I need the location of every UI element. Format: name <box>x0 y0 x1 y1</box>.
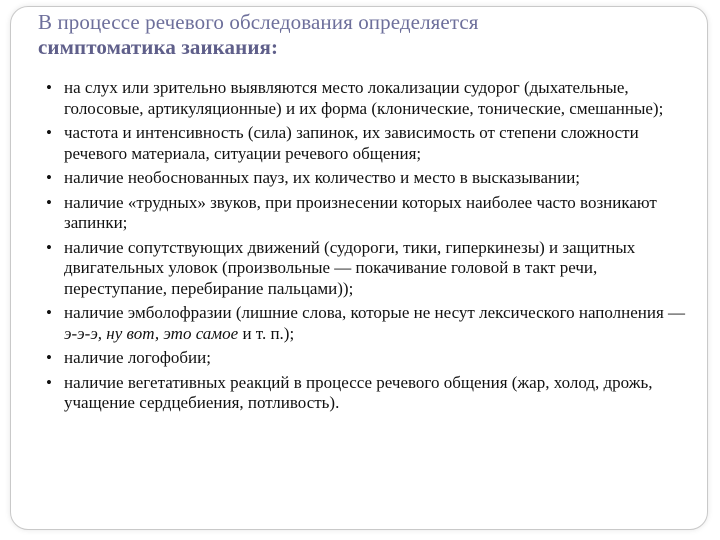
list-item-localization <box>40 78 690 119</box>
list-item-frequency <box>40 123 690 164</box>
list-item-text: наличие вегетативных реакций в процессе речевого общения (жар, холод, дрожь, учащение сердцебиения, потливость). <box>64 372 653 412</box>
list-item-vegetative <box>40 373 690 414</box>
list-item-embolophrasia <box>40 303 690 344</box>
slide-title <box>38 10 688 60</box>
list-item-text: наличие «трудных» звуков, при произнесении которых наиболее часто возникают запинки; <box>64 192 657 232</box>
list-item-pauses <box>40 168 690 189</box>
list-item-movements <box>40 238 690 300</box>
symptom-list <box>40 78 690 418</box>
bullet-icon: • <box>46 372 52 392</box>
list-item-text: наличие необоснованных пауз, их количество и место в высказывании; <box>64 168 581 187</box>
bullet-icon: • <box>46 237 52 257</box>
bullet-icon: • <box>46 78 52 97</box>
list-item-text: на слух или зрительно выявляются место локализации судорог (дыхательные, голосовые, артикуляционные) и их форма (клонические, тонические, смешанные); <box>64 78 664 118</box>
list-item-text: наличие логофобии; <box>64 348 211 367</box>
list-item-text <box>64 303 685 343</box>
list-item-text: наличие сопутствующих движений (судороги, тики, гиперкинезы) и защитных двигательных уловок (произвольные — покачивание головой в такт речи, переступание, перебирание пальцами)); <box>64 237 636 298</box>
bullet-icon: • <box>46 168 52 187</box>
title-line-1: В процессе речевого обследования определяется <box>38 10 479 34</box>
list-item-text-after: и т. п.); <box>238 323 295 343</box>
list-item-text: частота и интенсивность (сила) запинок, их зависимость от степени сложности речевого материала, ситуации речевого общения; <box>64 123 639 163</box>
list-item-logophobia <box>40 348 690 369</box>
bullet-icon: • <box>46 348 52 367</box>
list-item-text-before: наличие эмболофразии (лишние слова, которые не несут лексического наполнения — <box>64 303 686 322</box>
list-item-text-example: э-э-э, ну вот, это самое <box>64 323 239 343</box>
bullet-icon: • <box>46 123 52 142</box>
bullet-icon: • <box>46 192 52 212</box>
title-line-2: симптоматика заикания: <box>38 35 279 59</box>
list-item-difficult-sounds <box>40 193 690 234</box>
bullet-icon: • <box>46 303 52 322</box>
